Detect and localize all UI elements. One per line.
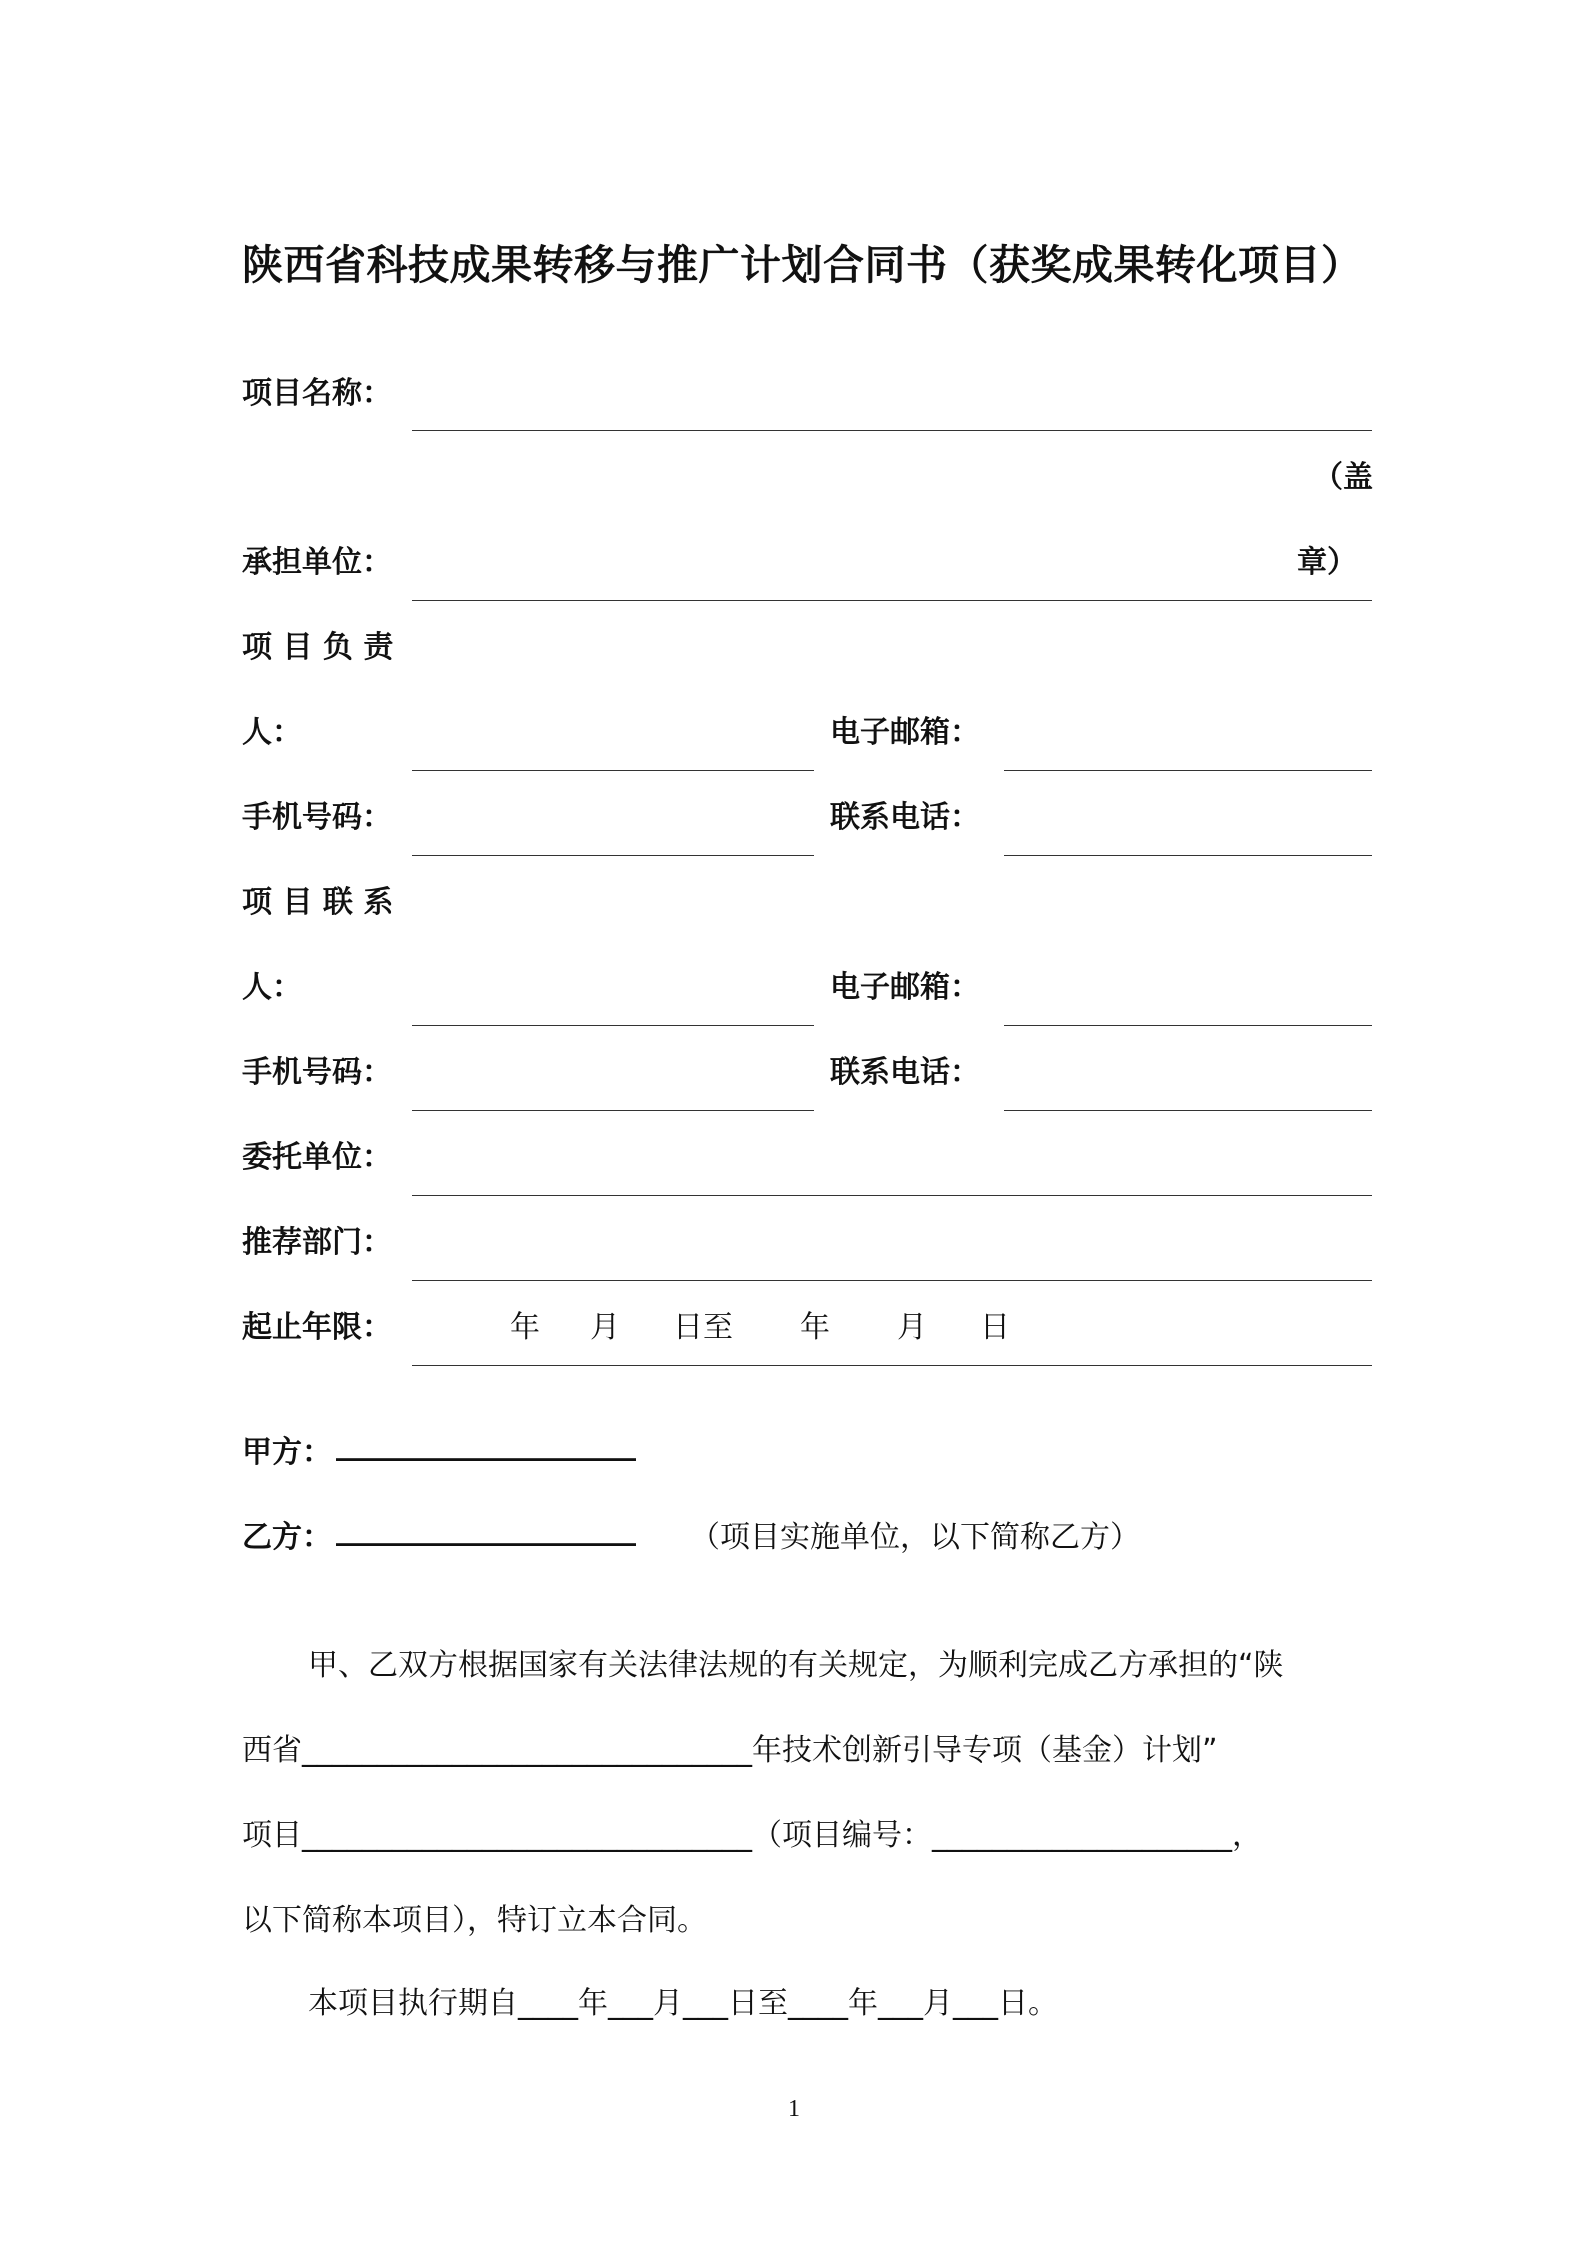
- contact-label-line1: 项 目 联 系: [242, 885, 394, 920]
- period-end-day: 日: [980, 1310, 1010, 1345]
- body-p1-line4: 以下简称本项目），特订立本合同。: [242, 1903, 707, 1938]
- period-end-month: 月: [897, 1310, 927, 1345]
- leader-phone-field[interactable]: [1004, 855, 1372, 856]
- body-p1-line1: 甲、乙双方根据国家有关法律法规的有关规定，为顺利完成乙方承担的“陕: [308, 1648, 1284, 1683]
- contact-label-line2: 人：: [242, 970, 302, 1005]
- period-label: 起止年限：: [242, 1310, 392, 1345]
- leader-email-label: 电子邮箱：: [830, 715, 980, 750]
- leader-email-field[interactable]: [1004, 770, 1372, 771]
- seal-note-line2: 章）: [1297, 545, 1357, 580]
- leader-phone-label: 联系电话：: [830, 800, 980, 835]
- period-start-month: 月: [590, 1310, 620, 1345]
- project-name-field[interactable]: [412, 430, 1372, 431]
- contract-title: 陕西省科技成果转移与推广计划合同书（获奖成果转化项目）: [242, 241, 1363, 289]
- contact-mobile-label: 手机号码：: [242, 1055, 392, 1090]
- recommending-dept-field[interactable]: [412, 1280, 1372, 1281]
- project-name-label: 项目名称：: [242, 376, 392, 411]
- period-end-year: 年: [800, 1310, 830, 1345]
- party-b-label: 乙方：: [242, 1520, 332, 1555]
- contact-email-field[interactable]: [1004, 1025, 1372, 1026]
- period-start-day: 日至: [673, 1310, 733, 1345]
- page-number: 1: [788, 2096, 800, 2122]
- leader-mobile-label: 手机号码：: [242, 800, 392, 835]
- contact-mobile-field[interactable]: [412, 1110, 814, 1111]
- contact-phone-field[interactable]: [1004, 1110, 1372, 1111]
- leader-label-line1: 项 目 负 责: [242, 630, 394, 665]
- contact-phone-label: 联系电话：: [830, 1055, 980, 1090]
- recommending-dept-label: 推荐部门：: [242, 1225, 392, 1260]
- body-p1-line3: 项目______________________________（项目编号：____________________，: [242, 1818, 1262, 1853]
- leader-name-field[interactable]: [412, 770, 814, 771]
- undertaking-unit-field[interactable]: [412, 600, 1372, 601]
- leader-label-line2: 人：: [242, 715, 302, 750]
- entrusting-unit-label: 委托单位：: [242, 1140, 392, 1175]
- body-p2: 本项目执行期自____年___月___日至____年___月___日。: [308, 1986, 1058, 2021]
- contact-email-label: 电子邮箱：: [830, 970, 980, 1005]
- party-a-blank[interactable]: ____________________: [336, 1427, 636, 1462]
- party-b-blank[interactable]: ____________________: [336, 1512, 636, 1547]
- body-p1-line2: 西省______________________________年技术创新引导专项（基金）计划”: [242, 1733, 1218, 1768]
- period-start-year: 年: [510, 1310, 540, 1345]
- party-b-note: （项目实施单位，以下简称乙方）: [690, 1520, 1140, 1555]
- contact-name-field[interactable]: [412, 1025, 814, 1026]
- party-a-label: 甲方：: [242, 1435, 332, 1470]
- entrusting-unit-field[interactable]: [412, 1195, 1372, 1196]
- period-field[interactable]: [412, 1365, 1372, 1366]
- seal-note-line1: （盖: [1313, 460, 1373, 495]
- leader-mobile-field[interactable]: [412, 855, 814, 856]
- undertaking-unit-label: 承担单位：: [242, 545, 392, 580]
